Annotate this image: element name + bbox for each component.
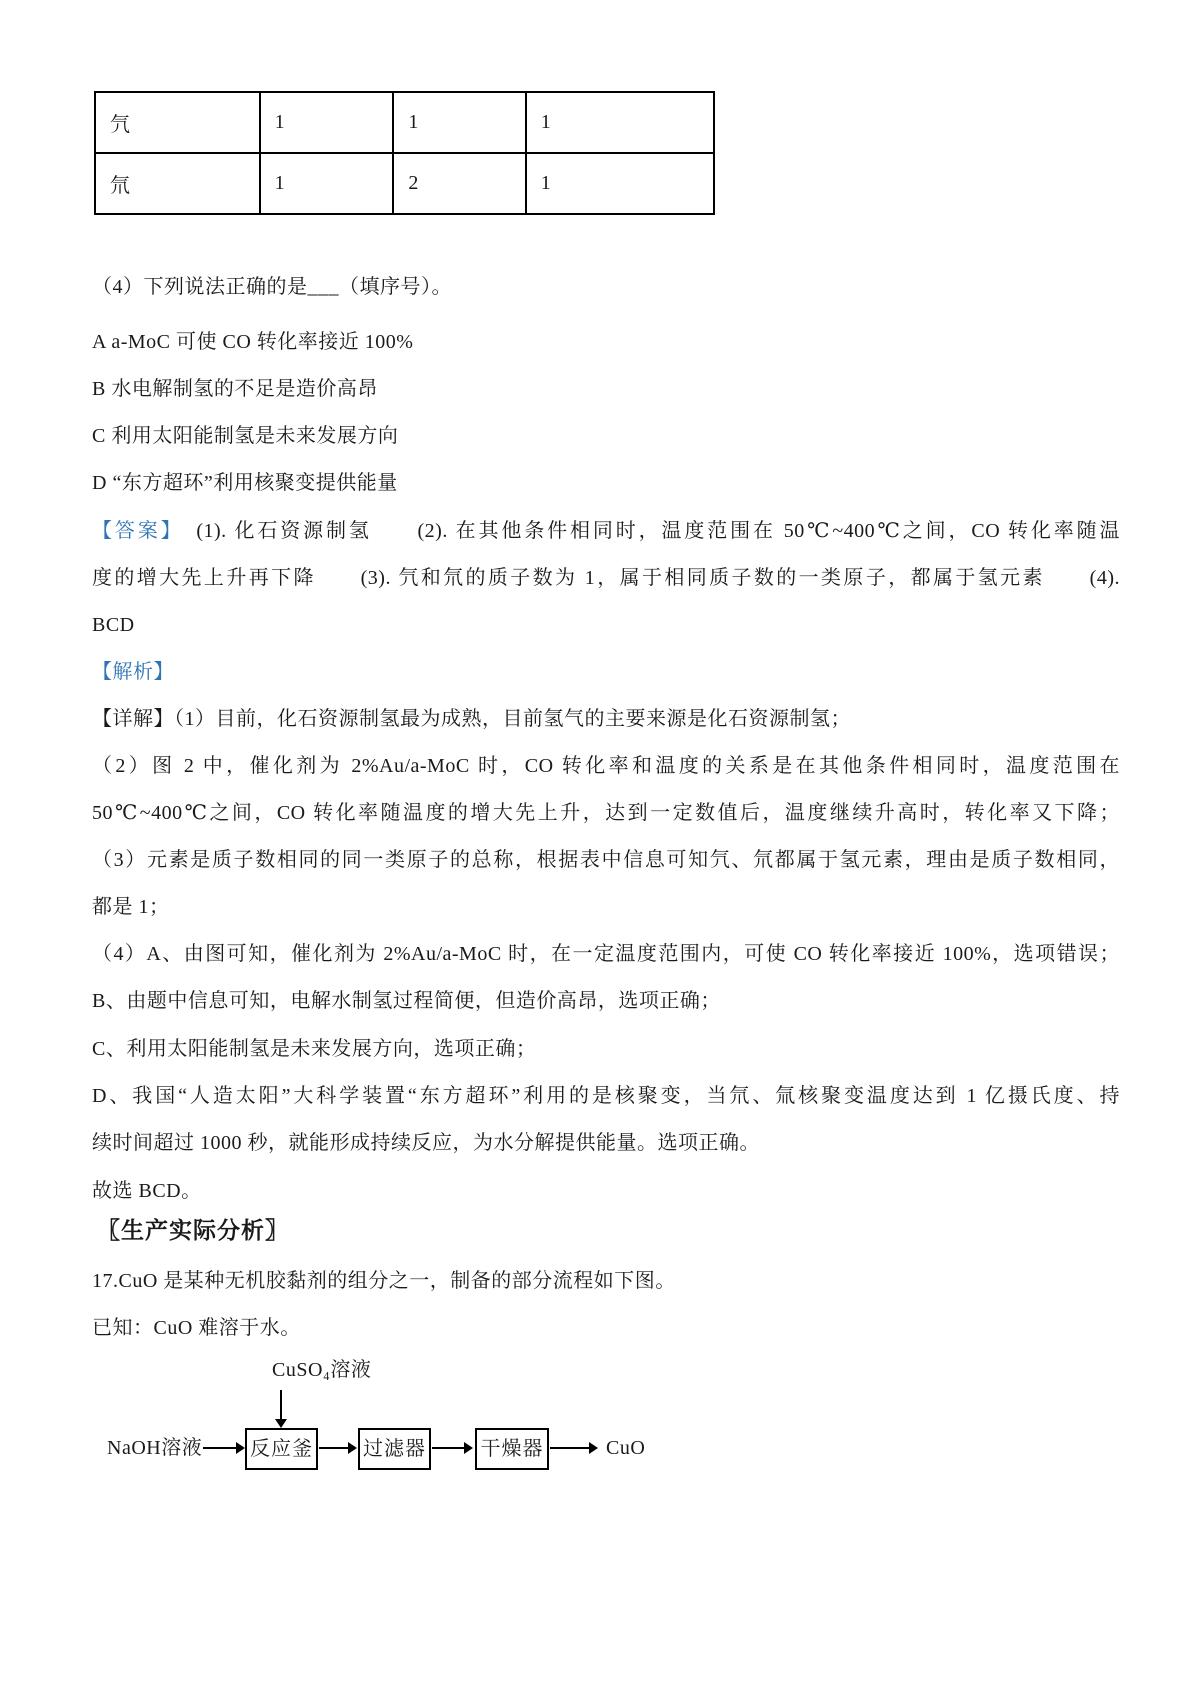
flow-output-cuo-label: CuO — [606, 1437, 646, 1459]
flow-box-reactor: 反应釜 — [245, 1428, 318, 1470]
question4-prompt: （4）下列说法正确的是___（填序号）。 — [92, 276, 452, 298]
flow-input-cuso4-label: CuSO₄溶液 — [272, 1359, 372, 1381]
right-arrow-icon — [432, 1447, 464, 1449]
detail-line-3: 50℃~400℃之间，CO 转化率随温度的增大先上升，达到一定数值后，温度继续升高时，转化率又下降； — [92, 802, 1120, 824]
table-cell: 1 — [260, 92, 394, 153]
table-cell: 1 — [260, 153, 394, 214]
down-arrow-icon — [280, 1390, 282, 1419]
table-row — [95, 153, 714, 214]
table-cell-isotope-name: 氘 — [95, 153, 260, 214]
right-arrow-icon — [550, 1447, 589, 1449]
table-cell-isotope-name: 氕 — [95, 92, 260, 153]
detail-line-6: （4）A、由图可知，催化剂为 2%Au/a-MoC 时，在一定温度范围内，可使 CO 转化率接近 100%，选项错误； — [92, 943, 1120, 965]
right-arrow-icon — [203, 1447, 236, 1449]
table-cell: 2 — [393, 153, 525, 214]
detail-line-10: 续时间超过 1000 秒，就能形成持续反应，为水分解提供能量。选项正确。 — [92, 1132, 760, 1154]
detail-line-4: （3）元素是质子数相同的同一类原子的总称，根据表中信息可知氕、氘都属于氢元素，理由是质子数相同， — [92, 849, 1120, 871]
question4-option-b: B 水电解制氢的不足是造价高昂 — [92, 378, 378, 400]
flow-input-naoh-label: NaOH溶液 — [107, 1437, 203, 1459]
detail-line-2: （2）图 2 中，催化剂为 2%Au/a-MoC 时，CO 转化率和温度的关系是在其他条件相同时，温度范围在 — [92, 755, 1120, 777]
question4-option-d: D “东方超环”利用核聚变提供能量 — [92, 472, 398, 494]
detail-line-1: 【详解】（1）目前，化石资源制氢最为成熟，目前氢气的主要来源是化石资源制氢； — [92, 708, 851, 730]
answer-label: 【答案】 — [92, 520, 174, 542]
question17-known: 已知：CuO 难溶于水。 — [92, 1317, 301, 1339]
section-title: 〖生产实际分析〗 — [97, 1218, 289, 1243]
detail-line-7: B、由题中信息可知，电解水制氢过程简便，但造价高昂，选项正确； — [92, 990, 721, 1012]
flow-box-filter: 过滤器 — [358, 1428, 431, 1470]
right-arrow-icon — [319, 1447, 348, 1449]
answer-line-2: 度的增大先上升再下降 (3). 氕和氘的质子数为 1，属于相同质子数的一类原子，都属于氢元素 (4). — [92, 567, 1120, 589]
question4-option-c: C 利用太阳能制氢是未来发展方向 — [92, 425, 399, 447]
detail-line-5: 都是 1； — [92, 896, 170, 918]
detail-line-8: C、利用太阳能制氢是未来发展方向，选项正确； — [92, 1038, 537, 1060]
flow-box-dryer: 干燥器 — [475, 1428, 549, 1470]
isotope-table — [94, 91, 715, 215]
question4-option-a: A a-MoC 可使 CO 转化率接近 100% — [92, 331, 414, 353]
detail-line-9: D、我国“人造太阳”大科学装置“东方超环”利用的是核聚变，当氘、氚核聚变温度达到 1 亿摄氏度、持 — [92, 1085, 1120, 1107]
analysis-label: 【解析】 — [92, 661, 174, 683]
table-cell: 1 — [526, 92, 714, 153]
answer-line-1 — [92, 516, 1120, 546]
table-row — [95, 92, 714, 153]
answer-line-3: BCD — [92, 614, 135, 636]
table-cell: 1 — [393, 92, 525, 153]
answer-line-1-text: (1). 化石资源制氢 (2). 在其他条件相同时，温度范围在 50℃~400℃之间，CO 转化率随温 — [173, 520, 1120, 542]
table-cell: 1 — [526, 153, 714, 214]
detail-line-11: 故选 BCD。 — [92, 1180, 202, 1202]
question17-intro: 17.CuO 是某种无机胶黏剂的组分之一，制备的部分流程如下图。 — [92, 1270, 676, 1292]
